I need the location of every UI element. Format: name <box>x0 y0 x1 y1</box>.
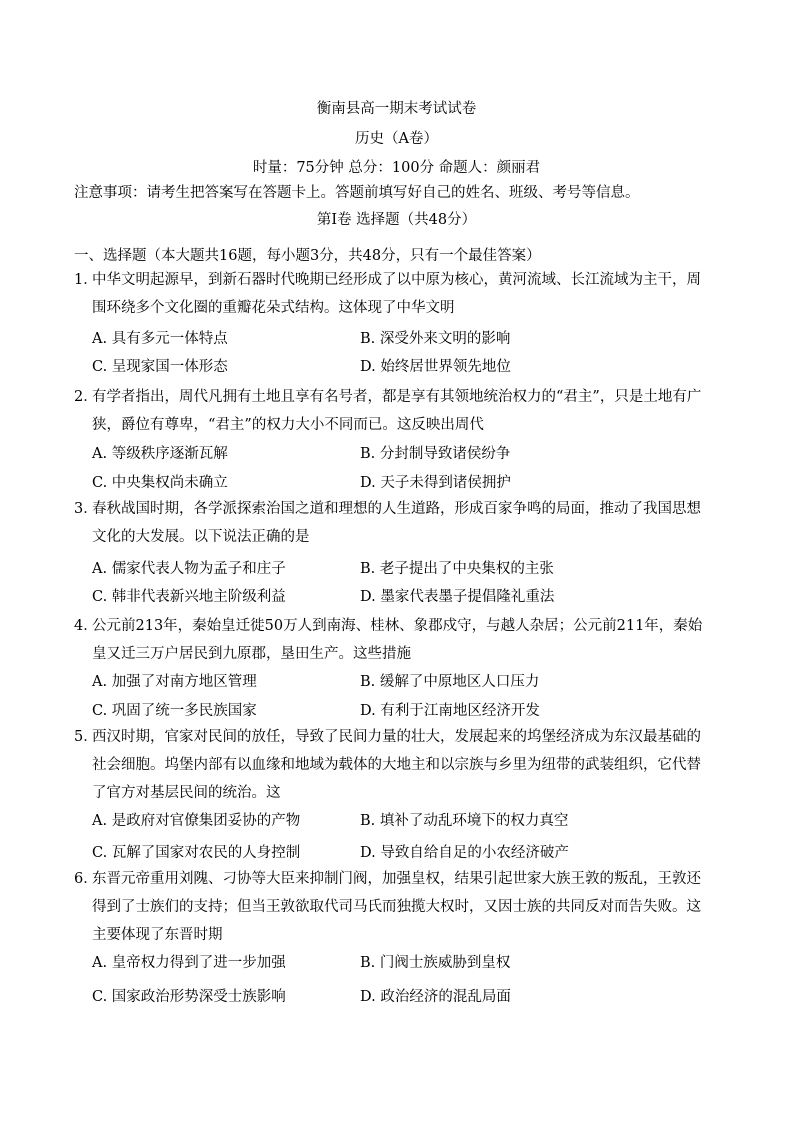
option-d: D. 墨家代表墨子提倡隆礼重法 <box>360 589 555 605</box>
question-number: 1． <box>74 272 98 288</box>
question-5 <box>74 723 714 807</box>
section-instructions: 一、选择题（本大题共16题，每小题3分，共48分，只有一个最佳答案） <box>74 248 541 264</box>
option-b: B. 门阀士族威胁到皇权 <box>360 955 511 971</box>
section-heading: 第Ⅰ卷 选择题（共48分） <box>316 212 477 228</box>
question-stem: 中华文明起源早，到新石器时代晚期已经形成了以中原为核心，黄河流域、长江流域为主干，周围环绕多个文化圈的重瓣花朵式结构。这体现了中华文明 <box>92 272 701 316</box>
option-c: C. 中央集权尚未确立 <box>92 475 228 491</box>
question-number: 5． <box>74 729 98 745</box>
question-6 <box>74 865 714 949</box>
question-1 <box>74 266 714 322</box>
option-b: B. 老子提出了中央集权的主张 <box>360 561 554 577</box>
option-a: A. 等级秩序逐渐瓦解 <box>92 446 228 462</box>
option-d: D. 政治经济的混乱局面 <box>360 989 511 1005</box>
option-d: D. 有利于江南地区经济开发 <box>360 703 540 719</box>
exam-notice: 注意事项：请考生把答案写在答题卡上。答题前填写好自己的姓名、班级、考号等信息。 <box>74 185 640 201</box>
option-b: B. 缓解了中原地区人口压力 <box>360 674 540 690</box>
option-c: C. 巩固了统一多民族国家 <box>92 703 257 719</box>
option-d: D. 导致自给自足的小农经济破产 <box>360 845 569 861</box>
option-d: D. 天子未得到诸侯拥护 <box>360 475 511 491</box>
option-a: A. 加强了对南方地区管理 <box>92 674 257 690</box>
question-3 <box>74 495 714 551</box>
option-d: D. 始终居世界领先地位 <box>360 359 511 375</box>
question-stem: 有学者指出，周代凡拥有土地且享有名号者，都是享有其领地统治权力的“君主”，只是土地有广狭，爵位有尊卑，“君主”的权力大小不同而已。这反映出周代 <box>92 389 702 433</box>
question-4 <box>74 612 714 668</box>
question-2 <box>74 383 714 439</box>
question-number: 2． <box>74 389 98 405</box>
option-c: C. 呈现家国一体形态 <box>92 359 228 375</box>
question-number: 6． <box>74 871 98 887</box>
option-c: C. 韩非代表新兴地主阶级利益 <box>92 589 286 605</box>
option-b: B. 填补了动乱环境下的权力真空 <box>360 813 569 829</box>
question-number: 4． <box>74 618 98 634</box>
question-stem: 东晋元帝重用刘隗、刁协等大臣来抑制门阀，加强皇权，结果引起世家大族王敦的叛乱，王敦还得到了士族们的支持；但当王敦欲取代司马氏而独揽大权时，又因士族的共同反对而告失败。这主要体现了东晋时期 <box>92 871 701 943</box>
question-stem: 西汉时期，官家对民间的放任，导致了民间力量的壮大，发展起来的坞堡经济成为东汉最基础的社会细胞。坞堡内部有以血缘和地域为载体的大地主和以宗族与乡里为纽带的武装组织，它代替了官方对基层民间的统治。这 <box>92 729 701 801</box>
exam-title: 衡南县高一期末考试试卷 <box>316 101 477 117</box>
question-stem: 春秋战国时期，各学派探索治国之道和理想的人生道路，形成百家争鸣的局面，推动了我国思想文化的大发展。以下说法正确的是 <box>92 501 701 545</box>
question-stem: 公元前213年，秦始皇迁徙50万人到南海、桂林、象郡戍守，与越人杂居；公元前211年，秦始皇又迁三万户居民到九原郡，垦田生产。这些措施 <box>92 618 703 662</box>
option-b: B. 深受外来文明的影响 <box>360 331 511 347</box>
exam-meta: 时量：75分钟 总分：100分 命题人：颜丽君 <box>252 160 541 176</box>
option-c: C. 瓦解了国家对农民的人身控制 <box>92 845 301 861</box>
option-a: A. 具有多元一体特点 <box>92 331 228 347</box>
option-a: A. 是政府对官僚集团妥协的产物 <box>92 813 301 829</box>
question-number: 3． <box>74 501 98 517</box>
option-a: A. 皇帝权力得到了进一步加强 <box>92 955 286 971</box>
option-a: A. 儒家代表人物为孟子和庄子 <box>92 561 286 577</box>
option-b: B. 分封制导致诸侯纷争 <box>360 446 511 462</box>
exam-subtitle: 历史（A卷） <box>355 131 438 147</box>
option-c: C. 国家政治形势深受士族影响 <box>92 989 286 1005</box>
